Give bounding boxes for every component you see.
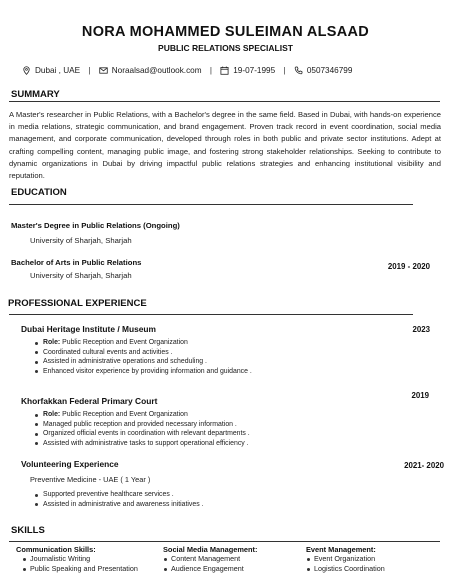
volunteer-duties bbox=[34, 490, 203, 509]
contact-email[interactable] bbox=[99, 66, 202, 75]
employer-name: Dubai Heritage Institute / Museum bbox=[21, 324, 156, 334]
email-icon bbox=[99, 66, 108, 75]
divider: | bbox=[88, 66, 91, 76]
candidate-name: NORA MOHAMMED SULEIMAN ALSAAD bbox=[81, 24, 370, 40]
list-item: Role: Public Reception and Event Organization bbox=[34, 410, 250, 420]
list-item: Enhanced visitor experience by providing information and guidance . bbox=[34, 367, 252, 377]
divider: | bbox=[209, 66, 212, 76]
job-duties bbox=[34, 338, 252, 376]
phone-icon bbox=[294, 66, 303, 75]
list-item: Event Organization bbox=[306, 554, 385, 564]
dob-text: 19-07-1995 bbox=[233, 66, 276, 76]
degree-title: Bachelor of Arts in Public Relations bbox=[11, 258, 142, 267]
summary-heading: SUMMARY bbox=[11, 89, 60, 100]
email-text: Noraalsad@outlook.com bbox=[111, 66, 202, 76]
list-item: Logistics Coordination bbox=[306, 564, 385, 574]
university-name: University of Sharjah, Sharjah bbox=[30, 236, 132, 245]
phone-text: 0507346799 bbox=[306, 66, 353, 76]
calendar-icon bbox=[220, 66, 229, 75]
list-item: Journalistic Writing bbox=[22, 554, 138, 564]
divider: | bbox=[283, 66, 286, 76]
job-title: PUBLIC RELATIONS SPECIALIST bbox=[158, 43, 293, 53]
contact-phone[interactable] bbox=[294, 66, 353, 75]
employer-name: Volunteering Experience bbox=[21, 459, 119, 469]
employer-name: Khorfakkan Federal Primary Court bbox=[21, 396, 158, 406]
list-item: Supported preventive healthcare services . bbox=[34, 490, 203, 500]
degree-title: Master's Degree in Public Relations (Ongoing) bbox=[11, 221, 180, 230]
skill-list bbox=[163, 554, 244, 574]
location-text: Dubai , UAE bbox=[35, 66, 81, 76]
list-item: Audience Engagement bbox=[163, 564, 244, 574]
volunteer-role: Preventive Medicine - UAE ( 1 Year ) bbox=[30, 475, 151, 484]
education-divider bbox=[9, 204, 413, 205]
list-item: Public Speaking and Presentation bbox=[22, 564, 138, 574]
education-heading: EDUCATION bbox=[11, 187, 67, 198]
contact-location bbox=[22, 66, 80, 75]
skill-list bbox=[22, 554, 138, 574]
employment-year: 2021- 2020 bbox=[404, 461, 444, 470]
skills-heading: SKILLS bbox=[11, 525, 45, 536]
employment-year: 2019 bbox=[411, 391, 429, 400]
experience-heading: PROFESSIONAL EXPERIENCE bbox=[8, 298, 147, 309]
employment-year: 2023 bbox=[412, 325, 430, 334]
job-duties bbox=[34, 410, 250, 448]
list-item: Managed public reception and provided necessary information . bbox=[34, 420, 250, 430]
skill-category: Event Management: bbox=[306, 545, 376, 554]
university-name: University of Sharjah, Sharjah bbox=[30, 271, 132, 280]
list-item: Assisted in administrative and awareness initiatives . bbox=[34, 500, 203, 510]
contact-dob bbox=[220, 66, 275, 75]
experience-divider bbox=[9, 314, 413, 315]
skills-divider bbox=[9, 541, 440, 542]
list-item: Role: Public Reception and Event Organization bbox=[34, 338, 252, 348]
summary-text: A Master's researcher in Public Relations, with a Bachelor's degree in the same field. Based in Dubai, with hands-on experience in media relations, strategic communication, and brand engagement. Proven track record in event coordination, social media management, and corporate communication, developed through roles in both public and private sector institutions. Adept at crafting compelling content, managing public image, and fostering strong stakeholder relationships. Seeking to contribute to dynamic organizations in Dubai by driving impactful public relations strategies and enhancing institutional visibility and reputation. bbox=[9, 110, 441, 181]
skill-category: Communication Skills: bbox=[16, 545, 96, 554]
skill-list bbox=[306, 554, 385, 574]
list-item: Assisted with administrative tasks to support operational efficiency . bbox=[34, 439, 250, 449]
contact-bar bbox=[22, 66, 352, 75]
summary-divider bbox=[9, 101, 440, 102]
skill-category: Social Media Management: bbox=[163, 545, 258, 554]
list-item: Coordinated cultural events and activities . bbox=[34, 348, 252, 358]
location-pin-icon bbox=[22, 66, 31, 75]
list-item: Organized official events in coordination with relevant departments . bbox=[34, 429, 250, 439]
list-item: Content Management bbox=[163, 554, 244, 564]
education-years: 2019 - 2020 bbox=[387, 262, 430, 271]
list-item: Assisted in administrative operations and scheduling . bbox=[34, 357, 252, 367]
